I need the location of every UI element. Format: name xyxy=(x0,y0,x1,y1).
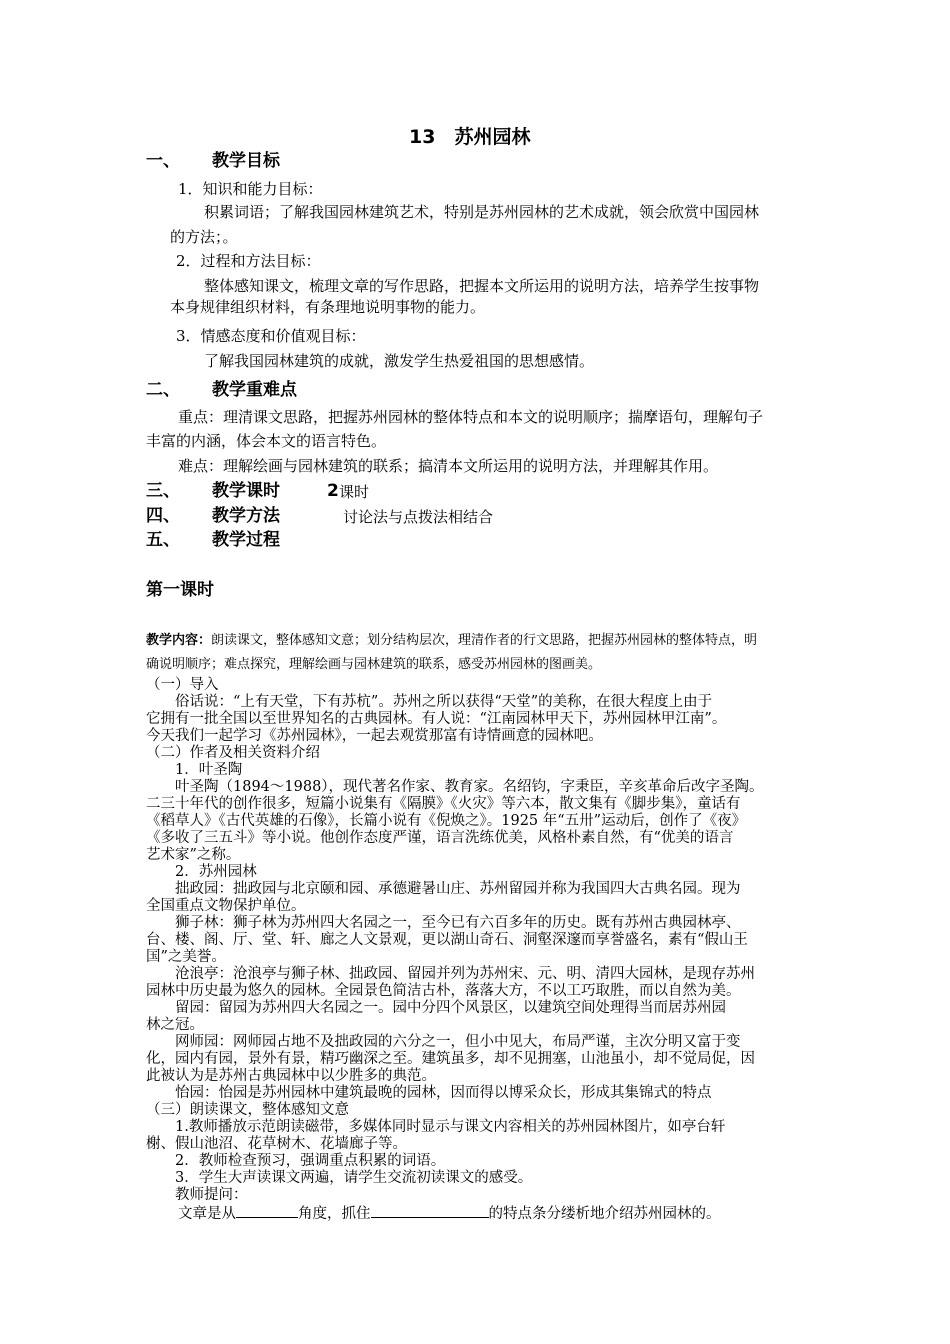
goal-2-heading: 2．过程和方法目标： xyxy=(176,252,321,270)
section-4-heading: 教学方法 xyxy=(212,506,280,526)
class-hours-unit: 课时 xyxy=(339,483,370,501)
section-5-heading: 教学过程 xyxy=(212,530,280,550)
body-line: 教师提问： xyxy=(146,1187,248,1203)
body-line: 1.教师播放示范朗读磁带，多媒体同时显示与课文内容相关的苏州园林图片，如亭台轩 xyxy=(146,1119,726,1135)
content-label: 教学内容： xyxy=(146,633,212,648)
body-line: 艺术家”之称。 xyxy=(146,847,241,863)
section-4-number: 四、 xyxy=(146,506,180,526)
body-line: 化，园内有园，景外有景，精巧幽深之至。建筑虽多，却不见拥塞，山池虽小，却不觉局促，因 xyxy=(146,1051,755,1067)
section-5-number: 五、 xyxy=(146,530,180,550)
answer-blank[interactable] xyxy=(236,1204,298,1218)
body-line: 它拥有一批全国以至世界知名的古典园林。有人说：“江南园林甲天下，苏州园林甲江南”。 xyxy=(146,711,727,727)
difficult-point-text: 难点：理解绘画与园林建筑的联系；搞清本文所运用的说明方法，并理解其作用。 xyxy=(178,457,719,475)
question-text: 角度，抓住 xyxy=(298,1206,371,1222)
goal-1-text: 积累词语；了解我国园林建筑艺术，特别是苏州园林的艺术成就，领会欣赏中国园林 xyxy=(204,203,760,221)
body-line: 1．叶圣陶 xyxy=(146,762,243,778)
section-1-heading: 教学目标 xyxy=(212,151,280,171)
lesson-heading: 第一课时 xyxy=(146,580,214,600)
goal-2-text: 本身规律组织材料，有条理地说明事物的能力。 xyxy=(170,298,486,316)
body-line: （一）导入 xyxy=(146,677,219,693)
body-line: （三）朗读课文，整体感知文意 xyxy=(146,1102,349,1118)
goal-1-heading: 1．知识和能力目标： xyxy=(178,180,323,198)
content-text: 确说明顺序；难点探究，理解绘画与园林建筑的联系，感受苏州园林的图画美。 xyxy=(146,657,602,672)
body-line: 2．教师检查预习，强调重点积累的词语。 xyxy=(146,1153,446,1169)
answer-blank[interactable] xyxy=(371,1204,489,1218)
teaching-method: 讨论法与点拨法相结合 xyxy=(343,508,494,526)
key-point-text: 丰富的内涵，体会本文的语言特色。 xyxy=(146,432,387,450)
section-2-heading: 教学重难点 xyxy=(212,380,297,400)
body-line: 叶圣陶（1894～1988），现代著名作家、教育家。名绍钧，字秉臣，辛亥革命后改字圣陶。 xyxy=(146,779,764,795)
section-1-number: 一、 xyxy=(146,151,180,171)
body-line: 全国重点文物保护单位。 xyxy=(146,898,306,914)
page-title: 13 苏州园林 xyxy=(409,126,531,148)
body-line: 台、楼、阁、厅、堂、轩、廊之人文景观，更以湖山奇石、洞壑深邃而享誉盛名，素有“假山王 xyxy=(146,932,748,948)
goal-3-heading: 3．情感态度和价值观目标： xyxy=(176,327,366,345)
content-text: 朗读课文，整体感知文意；划分结构层次，理清作者的行文思路，把握苏州园林的整体特点，明 xyxy=(211,633,758,648)
goal-1-text: 的方法；。 xyxy=(170,228,238,246)
key-point-text: 重点：理清课文思路，把握苏州园林的整体特点和本文的说明顺序；揣摩语句，理解句子 xyxy=(178,408,764,426)
body-line: 《稻草人》《古代英雄的石像》，长篇小说有《倪焕之》。1925 年“五卅”运动后，创作了《夜》 xyxy=(146,813,747,829)
fill-in-question xyxy=(178,1204,721,1223)
body-line: 俗话说：“上有天堂，下有苏杭”。苏州之所以获得“天堂”的美称，在很大程度上由于 xyxy=(146,694,713,710)
body-line: 林之冠。 xyxy=(146,1017,204,1033)
body-line: （二）作者及相关资料介绍 xyxy=(146,745,320,761)
body-line: 留园：留园为苏州四大名园之一。园中分四个风景区，以建筑空间处理得当而居苏州园 xyxy=(146,1000,726,1016)
body-line: 狮子林：狮子林为苏州四大名园之一，至今已有六百多年的历史。既有苏州古典园林亭、 xyxy=(146,915,741,931)
body-line: 怡园：怡园是苏州园林中建筑最晚的园林，因而得以博采众长，形成其集锦式的特点 xyxy=(146,1085,712,1101)
body-line: 榭、假山池沼、花草树木、花墙廊子等。 xyxy=(146,1136,407,1152)
body-line: 国”之美誉。 xyxy=(146,949,226,965)
goal-3-text: 了解我国园林建筑的成就，激发学生热爱祖国的思想感情。 xyxy=(204,352,595,370)
class-hours-number: 2 xyxy=(327,481,339,501)
body-line: 拙政园：拙政园与北京颐和园、承德避暑山庄、苏州留园并称为我国四大古典名园。现为 xyxy=(146,881,741,897)
section-3-heading: 教学课时 xyxy=(212,481,280,501)
goal-2-text: 整体感知课文，梳理文章的写作思路，把握本文所运用的说明方法，培养学生按事物 xyxy=(204,277,760,295)
body-line: 此被认为是苏州古典园林中以少胜多的典范。 xyxy=(146,1068,436,1084)
body-line: 园林中历史最为悠久的园林。全园景色简洁古朴，落落大方，不以工巧取胜，而以自然为美。 xyxy=(146,983,741,999)
section-3-number: 三、 xyxy=(146,481,180,501)
question-text: 文章是从 xyxy=(178,1206,236,1222)
body-line: 3．学生大声读课文两遍，请学生交流初读课文的感受。 xyxy=(146,1170,533,1186)
body-line: 2．苏州园林 xyxy=(146,864,257,880)
body-line: 沧浪亭：沧浪亭与狮子林、拙政园、留园并列为苏州宋、元、明、清四大园林，是现存苏州 xyxy=(146,966,755,982)
body-line: 今天我们一起学习《苏州园林》，一起去观赏那富有诗情画意的园林吧。 xyxy=(146,728,603,744)
body-line: 《多收了三五斗》等小说。他创作态度严谨，语言洗练优美，风格朴素自然，有“优美的语言 xyxy=(146,830,734,846)
body-line: 网师园：网师园占地不及拙政园的六分之一，但小中见大，布局严谨，主次分明又富于变 xyxy=(146,1034,741,1050)
body-line: 二三十年代的创作很多，短篇小说集有《隔膜》《火灾》等六本，散文集有《脚步集》，童话有 xyxy=(146,796,741,812)
section-2-number: 二、 xyxy=(146,380,180,400)
content-line xyxy=(146,633,757,649)
question-text: 的特点条分缕析地介绍苏州园林的。 xyxy=(488,1206,721,1222)
